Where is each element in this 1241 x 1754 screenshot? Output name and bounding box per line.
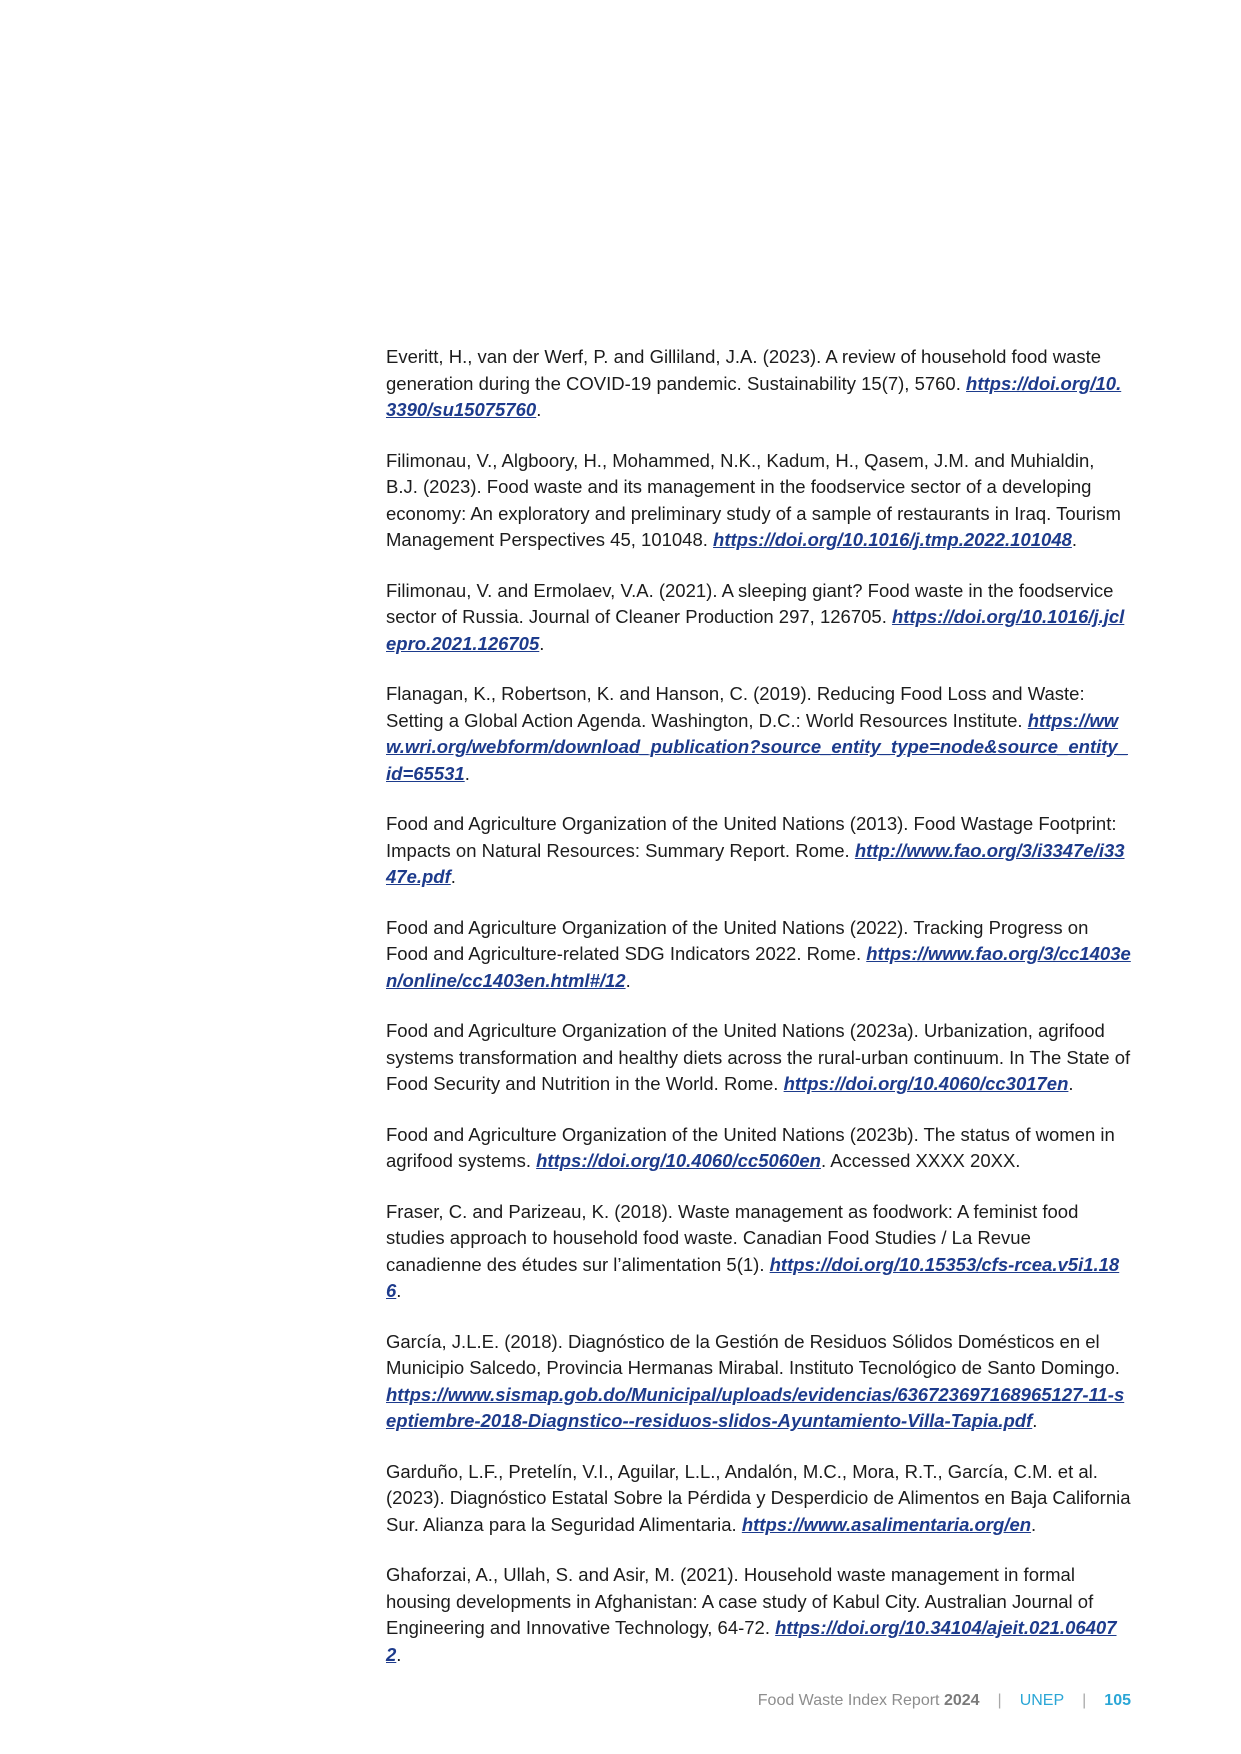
reference-suffix: . [539, 632, 545, 654]
reference-suffix: . [396, 1643, 402, 1665]
reference-suffix: . [625, 969, 631, 991]
reference-text: Food and Agriculture Organization of the United Nations (2023a). Urbanization, agrifood systems transformation and healthy diets across the rural-urban continuum. In The State of Food Security and Nutrition in the World. Rome. [386, 1020, 1131, 1094]
reference-entry [386, 1562, 1131, 1668]
footer-org: UNEP [1019, 1692, 1065, 1709]
reference-link[interactable]: https://doi.org/10.3390/su15075760 [386, 372, 1122, 420]
footer-report-title: Food Waste Index Report [757, 1692, 944, 1709]
reference-entry [386, 1199, 1131, 1305]
reference-text: Filimonau, V. and Ermolaev, V.A. (2021). A sleeping giant? Food waste in the foodservice sector of Russia. Journal of Cleaner Production 297, 126705. [386, 579, 1114, 627]
reference-link[interactable]: https://doi.org/10.34104/ajeit.021.064072 [386, 1617, 1117, 1665]
reference-link[interactable]: http://www.fao.org/3/i3347e/i3347e.pdf [386, 839, 1125, 887]
reference-link[interactable]: https://www.sismap.gob.do/Municipal/uploads/evidencias/636723697168965127-11-septiembre-2018-Diagnstico--residuos-slidos-Ayuntamiento-Villa-Tapia.pdf [386, 1383, 1125, 1431]
reference-text: Garduño, L.F., Pretelín, V.I., Aguilar, L.L., Andalón, M.C., Mora, R.T., García, C.M. et al. (2023). Diagnóstico Estatal Sobre la Pérdida y Desperdicio de Alimentos en Baja California Sur. Alianza para la Seguridad Alimentaria. [386, 1460, 1131, 1535]
reference-link[interactable]: https://www.asalimentaria.org/en [741, 1513, 1032, 1535]
reference-entry [386, 1122, 1131, 1175]
reference-link[interactable]: https://doi.org/10.1016/j.jclepro.2021.126705 [386, 606, 1125, 654]
reference-entry [386, 1018, 1131, 1098]
reference-text: Ghaforzai, A., Ullah, S. and Asir, M. (2021). Household waste management in formal housing developments in Afghanistan: A case study of Kabul City. Australian Journal of Engineering and Innovative Technology, 64-72. [386, 1564, 1094, 1638]
reference-suffix: . [396, 1280, 402, 1301]
reference-entry [386, 681, 1131, 787]
reference-text: Food and Agriculture Organization of the United Nations (2022). Tracking Progress on Food and Agriculture-related SDG Indicators 2022. Rome. [386, 916, 1089, 964]
reference-entry [386, 915, 1131, 995]
page-footer [758, 1692, 1131, 1710]
reference-suffix: . [1068, 1073, 1074, 1094]
reference-suffix: . [1071, 529, 1078, 550]
footer-separator: | [1082, 1692, 1087, 1709]
reference-text: García, J.L.E. (2018). Diagnóstico de la Gestión de Residuos Sólidos Domésticos en el Municipio Salcedo, Provincia Hermanas Mirabal. Instituto Tecnológico de Santo Domingo. [386, 1330, 1120, 1378]
reference-entry [386, 578, 1131, 658]
reference-text: Flanagan, K., Robertson, K. and Hanson, C. (2019). Reducing Food Loss and Waste: Setting a Global Action Agenda. Washington, D.C.: World Resources Institute. [386, 683, 1085, 731]
reference-suffix: . [464, 762, 470, 784]
reference-link[interactable]: https://doi.org/10.1016/j.tmp.2022.101048 [713, 529, 1072, 550]
reference-list [386, 344, 1131, 1692]
reference-entry [386, 344, 1131, 424]
reference-suffix: . Accessed XXXX 20XX. [820, 1150, 1021, 1171]
footer-separator: | [997, 1692, 1002, 1709]
reference-suffix: . [450, 866, 456, 887]
reference-link[interactable]: https://www.wri.org/webform/download_publication?source_entity_type=node&source_entity_id=65531 [386, 709, 1129, 784]
reference-text: Filimonau, V., Algboory, H., Mohammed, N.K., Kadum, H., Qasem, J.M. and Muhialdin, B.J. (2023). Food waste and its management in the foodservice sector of a developing economy: An exploratory and preliminary study of a sample of restaurants in Iraq. Tourism Management Perspectives 45, 101048. [386, 449, 1121, 550]
reference-link[interactable]: https://doi.org/10.4060/cc3017en [783, 1073, 1069, 1094]
reference-entry [386, 1329, 1131, 1435]
reference-entry [386, 811, 1131, 891]
reference-link[interactable]: https://doi.org/10.4060/cc5060en [536, 1150, 821, 1171]
reference-entry [386, 1459, 1131, 1539]
reference-text: Fraser, C. and Parizeau, K. (2018). Waste management as foodwork: A feminist food studies approach to household food waste. Canadian Food Studies / La Revue canadienne des études sur l’alimentation 5(1). [386, 1200, 1079, 1275]
reference-text: Food and Agriculture Organization of the United Nations (2013). Food Wastage Footprint: Impacts on Natural Resources: Summary Report. Rome. [386, 813, 1117, 861]
reference-entry [386, 448, 1131, 554]
reference-text: Everitt, H., van der Werf, P. and Gilliland, J.A. (2023). A review of household food waste generation during the COVID-19 pandemic. Sustainability 15(7), 5760. [386, 346, 1102, 394]
reference-text: Food and Agriculture Organization of the United Nations (2023b). The status of women in agrifood systems. [386, 1123, 1115, 1171]
reference-link[interactable]: https://www.fao.org/3/cc1403en/online/cc1403en.html#/12 [386, 943, 1131, 991]
page-number: 105 [1104, 1692, 1131, 1709]
reference-suffix: . [536, 399, 542, 420]
footer-year: 2024 [943, 1692, 980, 1709]
reference-link[interactable]: https://doi.org/10.15353/cfs-rcea.v5i1.186 [386, 1253, 1120, 1301]
reference-suffix: . [1032, 1410, 1038, 1431]
reference-suffix: . [1031, 1513, 1037, 1535]
